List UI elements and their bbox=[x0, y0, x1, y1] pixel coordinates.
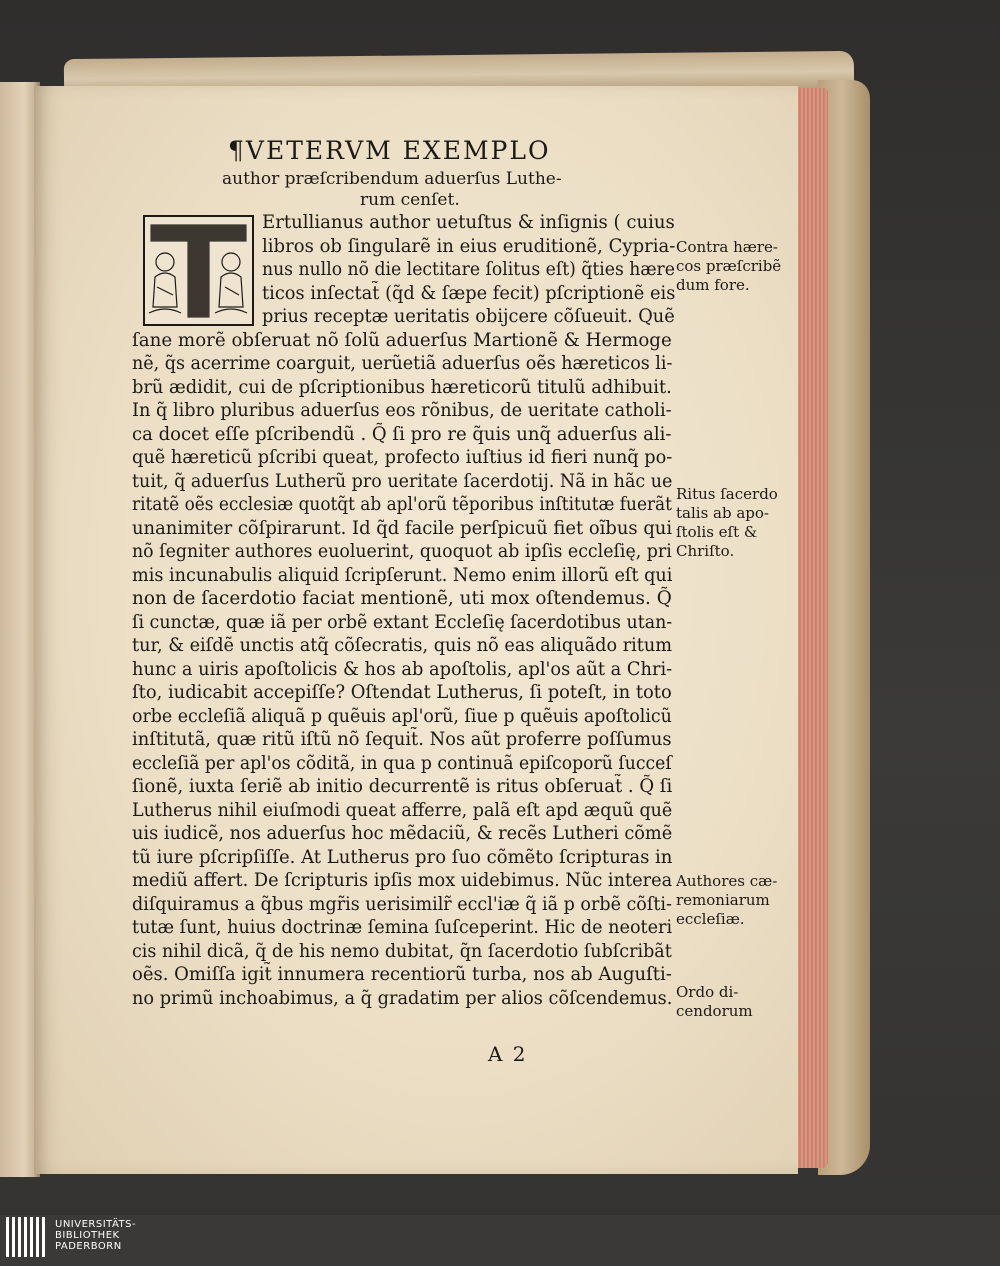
body-line: non de ſacerdotio faciat mentionẽ, uti mox oſtendemus. Q̃ bbox=[132, 588, 672, 609]
body-line: mis incunabulis aliquid ſcripſerunt. Nemo enim illorũ eſt qui bbox=[132, 564, 673, 586]
library-name-line-3: PADERBORN bbox=[55, 1241, 122, 1252]
body-line: tũ iure pſcripſiſſe. At Lutherus pro ſuo cõmẽto ſcripturas in bbox=[132, 846, 673, 868]
body-line: uis iudicẽ, nos aduerſus hoc mẽdaciũ, & recẽs Lutheri cõmẽ bbox=[132, 823, 673, 844]
body-line: cis nihil dicã, q̃ de his nemo dubitat, q̃n ſacerdotio ſubſcribãt bbox=[132, 940, 672, 962]
marginal-note-line: dum fore. bbox=[676, 276, 750, 294]
marginal-note-line: cos præſcribẽ bbox=[676, 257, 782, 275]
marginal-note-line: Ritus ſacerdo bbox=[676, 485, 778, 503]
marginal-note-line: ſtolis eſt & bbox=[676, 523, 758, 541]
body-line: tuit, q̃ aduerſus Lutherũ pro ueritate ſacerdotij. Nã in hãc ue bbox=[132, 470, 673, 492]
body-line: ſi cunctæ, quæ iã per orbẽ extant Eccleſię ſacerdotibus utan- bbox=[132, 611, 673, 633]
body-line: tutæ ſunt, huius doctrinæ ſemina ſuſceperint. Hic de neoteri bbox=[132, 917, 673, 938]
body-line: quẽ hæreticũ pſcribi queat, profecto iuſtius id fieri nunq̃ po- bbox=[132, 447, 673, 468]
body-line: prius receptæ ueritatis obijcere cõſueuit. Quẽ bbox=[262, 306, 675, 327]
body-line: no primũ inchoabimus, a q̃ gradatim per alios cõſcendemus. bbox=[132, 987, 673, 1009]
marginal-note-line: remoniarum bbox=[676, 891, 770, 909]
body-line: tur, & eiſdẽ unctis atq̃ cõſecratis, quis nõ eas aliquãdo ritum bbox=[132, 635, 673, 656]
page-title: ¶VETERVM EXEMPLO bbox=[228, 136, 551, 165]
body-line: diſquiramus a q̃bus mgr̃is uerisimilr̃ eccl'iæ q̃ iã p orbẽ cõſti- bbox=[132, 893, 672, 915]
marginal-note-line: Ordo di- bbox=[676, 983, 739, 1001]
body-line: ſionẽ, iuxta ſeriẽ ab initio decurrentẽ is ritus obſeruat̃ . Q̃ ſi bbox=[132, 776, 673, 797]
page-subtitle-line-1: author præſcribendum aduerſus Luthe- bbox=[222, 169, 562, 189]
body-line: oẽs. Omiſſa igit̃ innumera recentiorũ turba, nos ab Auguſti- bbox=[132, 964, 672, 985]
body-line: ticos inſectat̃ (q̃d & ſæpe fecit) pſcriptionẽ eis bbox=[262, 282, 676, 304]
body-line: Ertullianus author uetuſtus & inſignis ( cuius bbox=[262, 212, 675, 233]
marginal-note-line: cendorum bbox=[676, 1002, 753, 1020]
marginal-note-line: Authores cæ- bbox=[676, 872, 778, 890]
body-line: inſtitutã, quæ ritũ iſtũ nõ ſequit̃. Nos aũt proferre poſſumus bbox=[132, 729, 672, 750]
body-line: ſane morẽ obſeruat nõ ſolũ aduerſus Martionẽ & Hermoge bbox=[132, 329, 672, 351]
marginal-note-line: Chriſto. bbox=[676, 542, 735, 560]
marginal-note-line: eccleſiæ. bbox=[676, 910, 745, 928]
body-line: Lutherus nihil eiuſmodi queat afferre, palã eſt apd æquũ quẽ bbox=[132, 799, 673, 821]
body-line: nẽ, q̃s acerrime coarguit, uerũetiã aduerſus oẽs hæreticos li- bbox=[132, 353, 673, 374]
body-line: ſto, iudicabit accepiſſe? Oſtendat Lutherus, ſi poteſt, in toto bbox=[132, 682, 672, 703]
body-line: ca docet eſſe pſcribendũ . Q̃ ſi pro re q̃uis unq̃ aduerſus ali- bbox=[132, 423, 672, 445]
signature-mark: A 2 bbox=[488, 1042, 528, 1066]
library-logo-icon bbox=[6, 1217, 50, 1257]
body-line: nus nullo nõ die lectitare ſolitus eſt) q̃ties hære bbox=[262, 259, 675, 280]
library-footer bbox=[0, 1215, 1000, 1266]
body-line: unanimiter cõſpirarunt. Id q̃d facile perſpicuũ fiet oĩbus qui bbox=[132, 517, 673, 539]
library-name-line-2: BIBLIOTHEK bbox=[55, 1230, 120, 1241]
body-line: eccleſiã per apl'os cõditã, in qua p continuã epiſcoporũ ſucceſ bbox=[132, 752, 672, 774]
body-line: nõ ſegniter authores euoluerint, quoquot ab ipſis eccleſię, pri bbox=[132, 541, 672, 562]
body-line: libros ob ſingularẽ in eius eruditionẽ, Cypria- bbox=[262, 235, 676, 257]
body-line: hunc a uiris apoſtolicis & hos ab apoſtolis, apl'os aũt a Chri- bbox=[132, 658, 673, 680]
marginal-note-line: talis ab apo- bbox=[676, 504, 769, 522]
body-line: mediũ affert. De ſcripturis ipſis mox uidebimus. Nũc interea bbox=[132, 870, 673, 891]
marginal-note-line: Contra hære- bbox=[676, 238, 778, 256]
body-line: In q̃ libro pluribus aduerſus eos rõnibus, de ueritate catholi- bbox=[132, 400, 672, 421]
body-line: orbe eccleſiã aliquã p quẽuis apl'orũ, ſiue p quẽuis apoſtolicũ bbox=[132, 705, 672, 727]
body-line: ritatẽ oẽs ecclesiæ quotq̃t ab apl'orũ tẽporibus inſtitutæ fuerãt bbox=[132, 494, 672, 515]
woodcut-initial-T-icon bbox=[143, 215, 254, 326]
library-name-line-1: UNIVERSITÄTS- bbox=[55, 1219, 137, 1230]
page-subtitle-line-2: rum cenſet. bbox=[360, 190, 460, 210]
body-line: brũ ædidit, cui de pſcriptionibus hæreticorũ titulũ adhibuit. bbox=[132, 376, 672, 398]
